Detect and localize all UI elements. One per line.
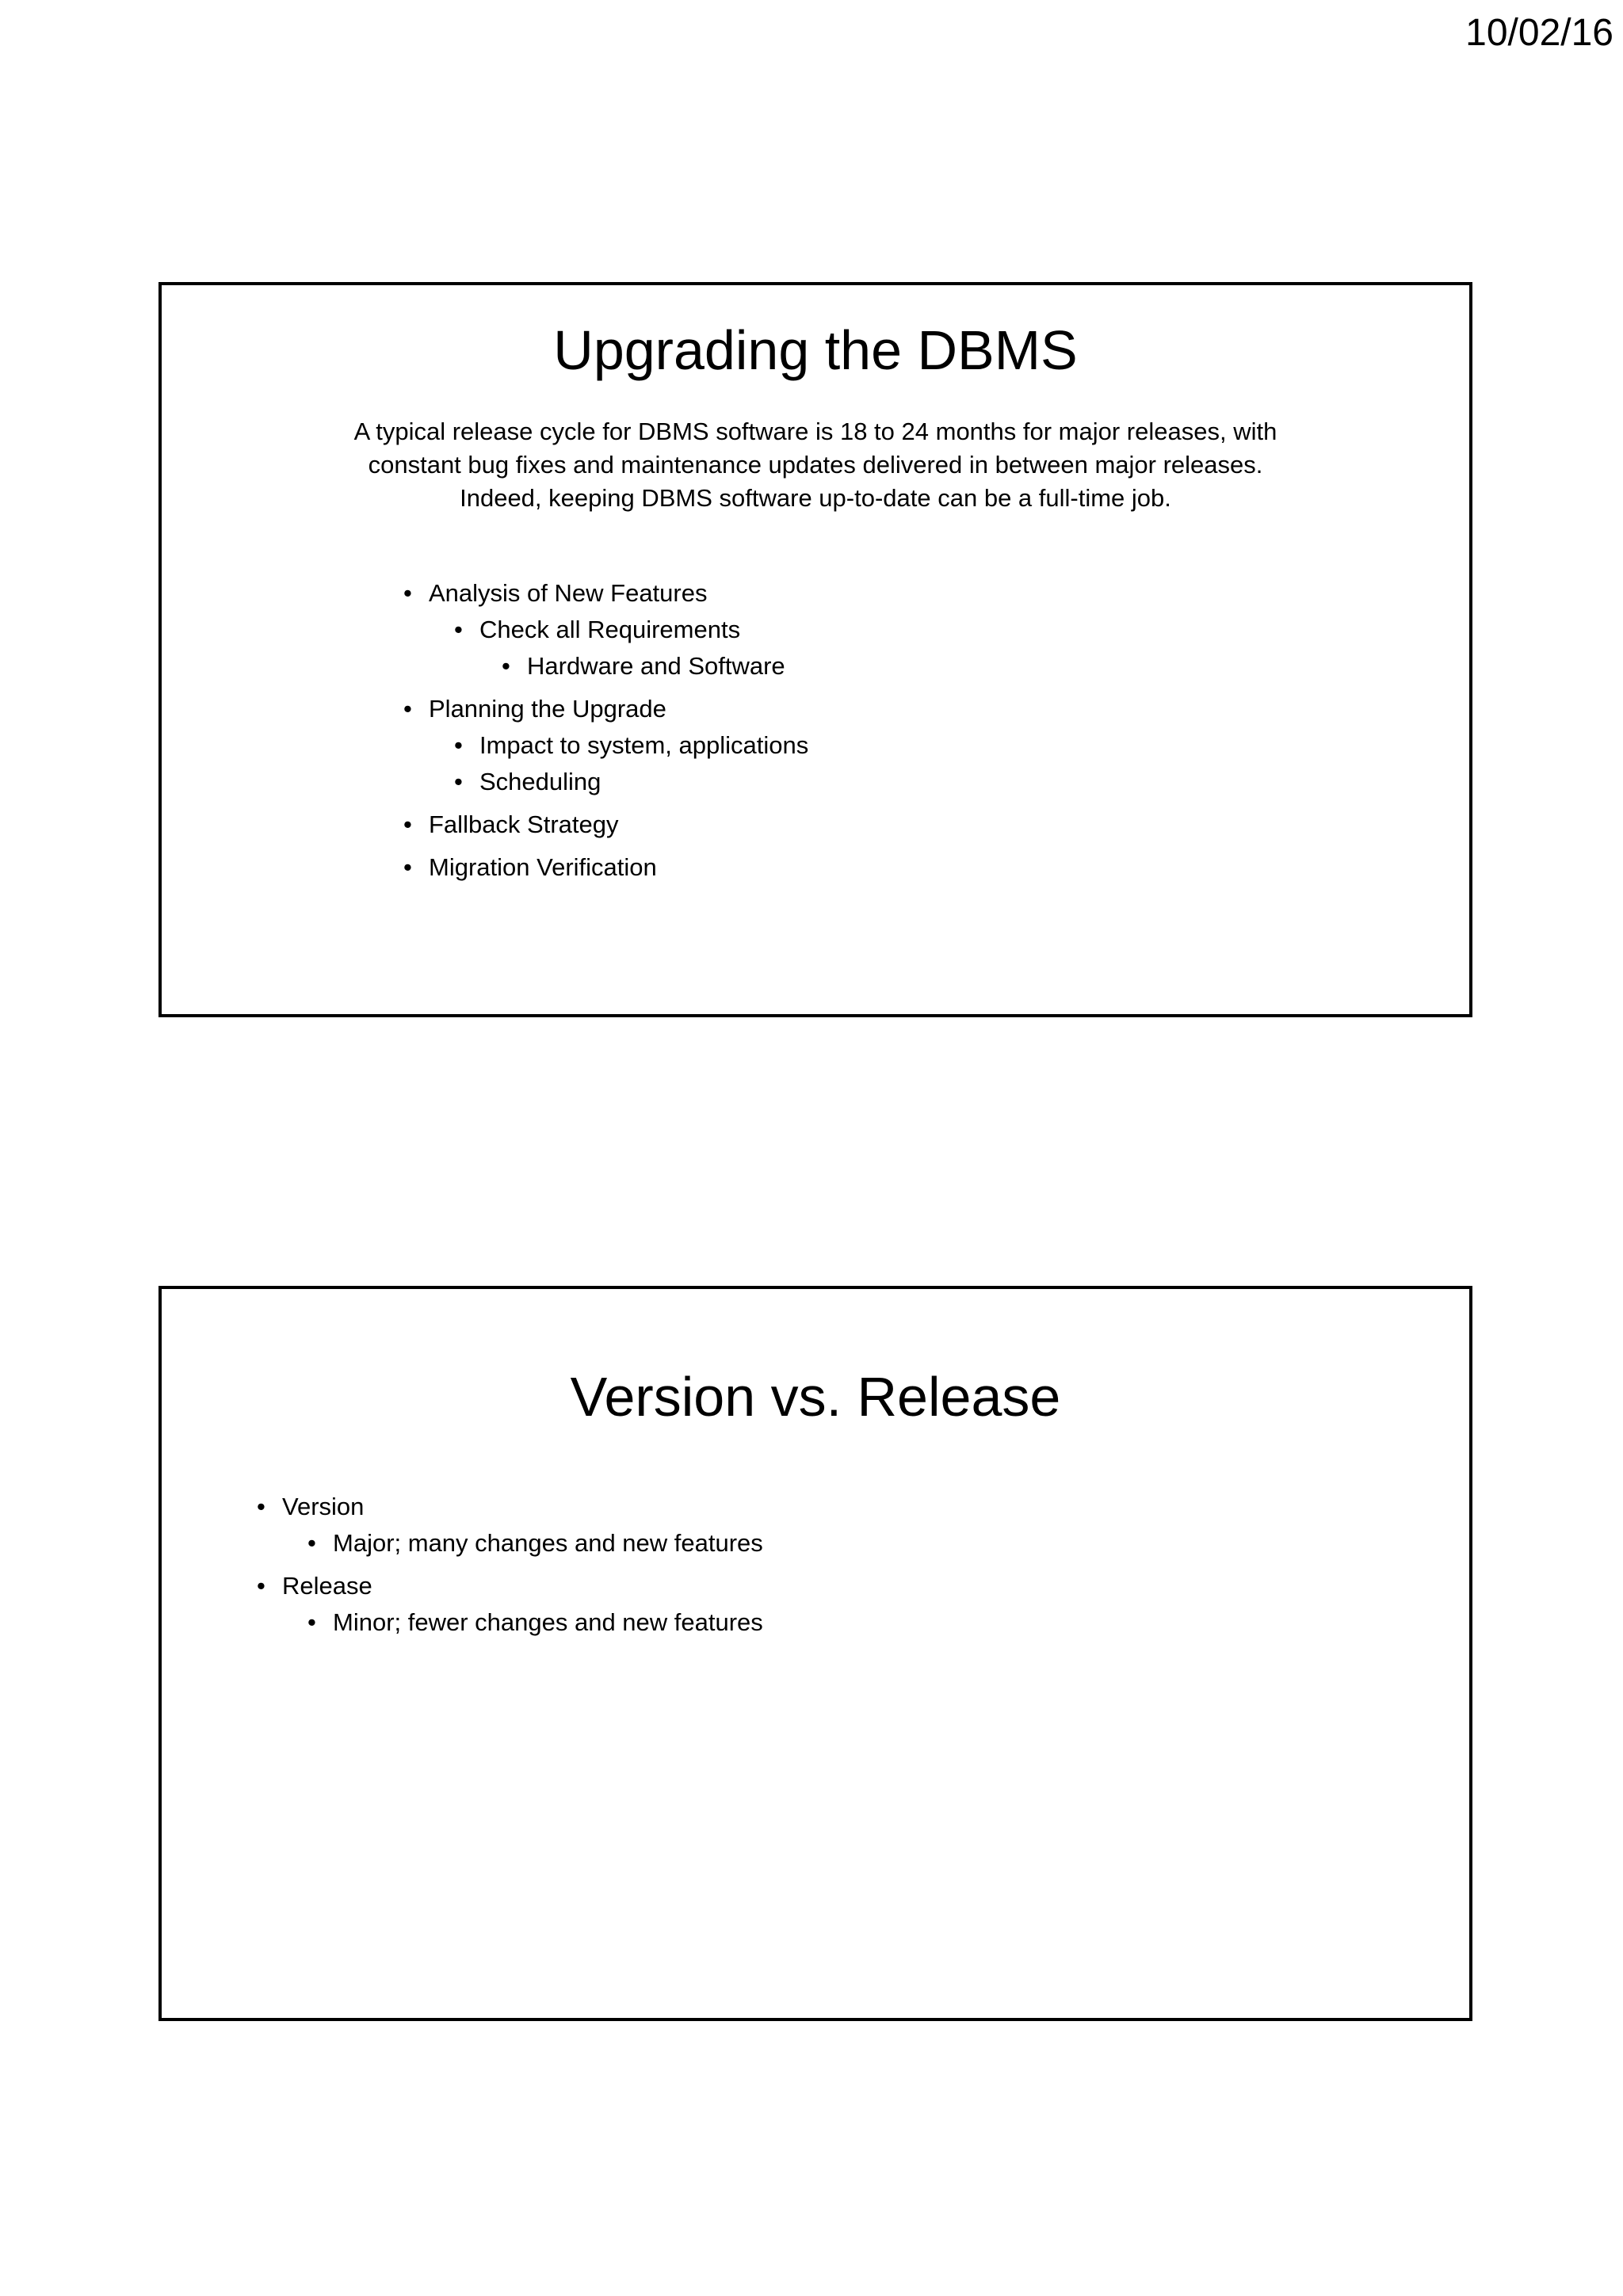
slide-title: Version vs. Release [570,1366,1061,1428]
slide-version-vs-release [158,1286,1472,2021]
bullet-item: • Check all Requirements [454,612,808,648]
slide-intro-paragraph [273,415,1358,515]
bullet-item: • Minor; fewer changes and new features [307,1604,763,1641]
bullet-item: • Analysis of New Features [403,575,808,612]
intro-line: Indeed, keeping DBMS software up-to-date can be a full-time job. [460,484,1171,512]
bullet-item: • Major; many changes and new features [307,1525,763,1562]
bullet-item: • Planning the Upgrade [403,691,808,727]
intro-line: constant bug fixes and maintenance updates delivered in between major releases. [368,451,1263,479]
bullet-item: • Release [257,1568,763,1604]
bullet-item: • Impact to system, applications [454,727,808,764]
bullet-item: • Scheduling [454,764,808,800]
page-date: 10/02/16 [1465,12,1613,54]
bullet-item: • Hardware and Software [502,648,808,685]
bullet-list [403,575,808,886]
bullet-item: • Fallback Strategy [403,807,808,843]
bullet-item: • Migration Verification [403,849,808,886]
slide-title: Upgrading the DBMS [553,319,1078,381]
intro-line: A typical release cycle for DBMS software is 18 to 24 months for major releases, with [353,418,1277,445]
bullet-list [257,1489,763,1641]
bullet-item: • Version [257,1489,763,1525]
slide-upgrading-the-dbms [158,282,1472,1017]
